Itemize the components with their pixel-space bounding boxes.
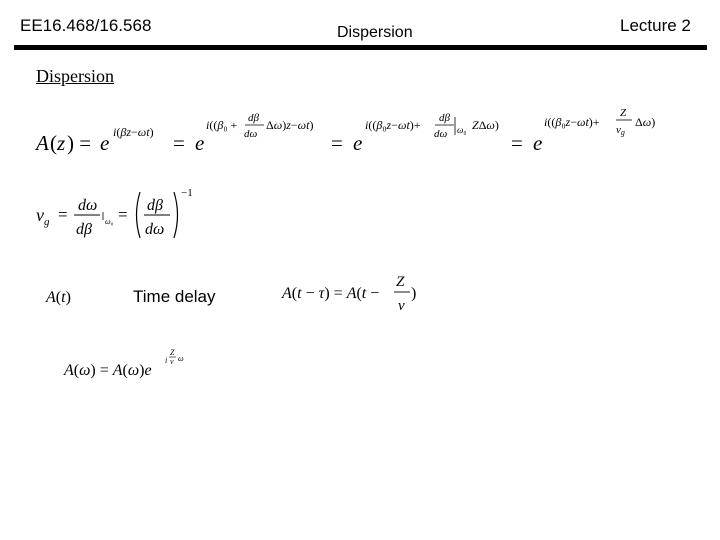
svg-text:dβ: dβ [439, 112, 450, 124]
svg-text:−1: −1 [181, 187, 193, 199]
svg-text:dβ: dβ [147, 197, 163, 214]
svg-text:A: A [36, 131, 49, 155]
svg-text:e: e [195, 131, 205, 155]
svg-text:Δω)z−ωt): Δω)z−ωt) [266, 118, 314, 132]
svg-text:(: ( [50, 131, 57, 155]
svg-text:i((β₀z−ωt)+: i((β₀z−ωt)+ [544, 115, 600, 129]
svg-text:dω: dω [434, 128, 448, 140]
svg-text:ω₀: ω₀ [457, 125, 467, 135]
svg-text:vg: vg [616, 124, 625, 137]
svg-text:dω: dω [145, 221, 165, 238]
svg-text:) =: ) = [67, 131, 92, 155]
course-code: EE16.468/16.568 [20, 16, 152, 35]
svg-text:v: v [170, 357, 174, 366]
svg-text:A(t − τ) = A(t −: A(t − τ) = A(t − [282, 285, 380, 302]
svg-text:=: = [118, 205, 128, 224]
svg-text:i(βz−ωt): i(βz−ωt) [113, 125, 154, 139]
svg-text:vg: $v_g$ [36, 205, 50, 228]
time-delay-label: Time delay [133, 287, 216, 306]
svg-text:=: = [331, 131, 343, 155]
svg-text:z: z [57, 131, 66, 155]
slide-topic: Dispersion [337, 24, 413, 41]
svg-text:=: = [173, 131, 185, 155]
group-velocity-equation [34, 184, 204, 244]
svg-text:=: = [58, 205, 68, 224]
svg-text:dβ: dβ [76, 221, 92, 238]
frequency-domain-equation [62, 343, 192, 383]
svg-text:Δω): Δω) [635, 115, 656, 129]
svg-text:ω₀: ω₀ [105, 217, 114, 226]
lecture-number: Lecture 2 [620, 16, 691, 35]
svg-text:i((β₀z−ωt)+: i((β₀z−ωt)+ [365, 118, 421, 132]
svg-text:ω: ω [178, 354, 184, 363]
svg-text:Z: Z [620, 107, 627, 119]
svg-text:A(ω) = A(ω)e: A(ω) = A(ω)e [64, 362, 152, 379]
svg-text:=: = [511, 131, 523, 155]
svg-text:Z: Z [170, 348, 175, 357]
delayed-signal-equation [280, 270, 430, 316]
propagation-equation [30, 100, 670, 160]
svg-text:dω: dω [78, 197, 98, 214]
svg-text:e: e [100, 131, 110, 155]
svg-text:dω: dω [244, 128, 258, 140]
svg-text:): ) [411, 285, 417, 302]
svg-text:Z: Z [396, 274, 405, 290]
svg-text:A(t): A(t) [46, 289, 71, 306]
time-signal-equation [44, 284, 84, 310]
svg-text:ZΔω): ZΔω) [472, 118, 499, 132]
section-title: Dispersion [36, 66, 114, 86]
header-divider [14, 45, 707, 50]
svg-text:dβ: dβ [248, 112, 259, 124]
svg-text:i((β₀ +: i((β₀ + [206, 118, 238, 132]
svg-text:e: e [353, 131, 363, 155]
svg-text:e: e [533, 131, 543, 155]
svg-text:i: i [165, 356, 168, 365]
svg-text:v: v [398, 298, 405, 314]
